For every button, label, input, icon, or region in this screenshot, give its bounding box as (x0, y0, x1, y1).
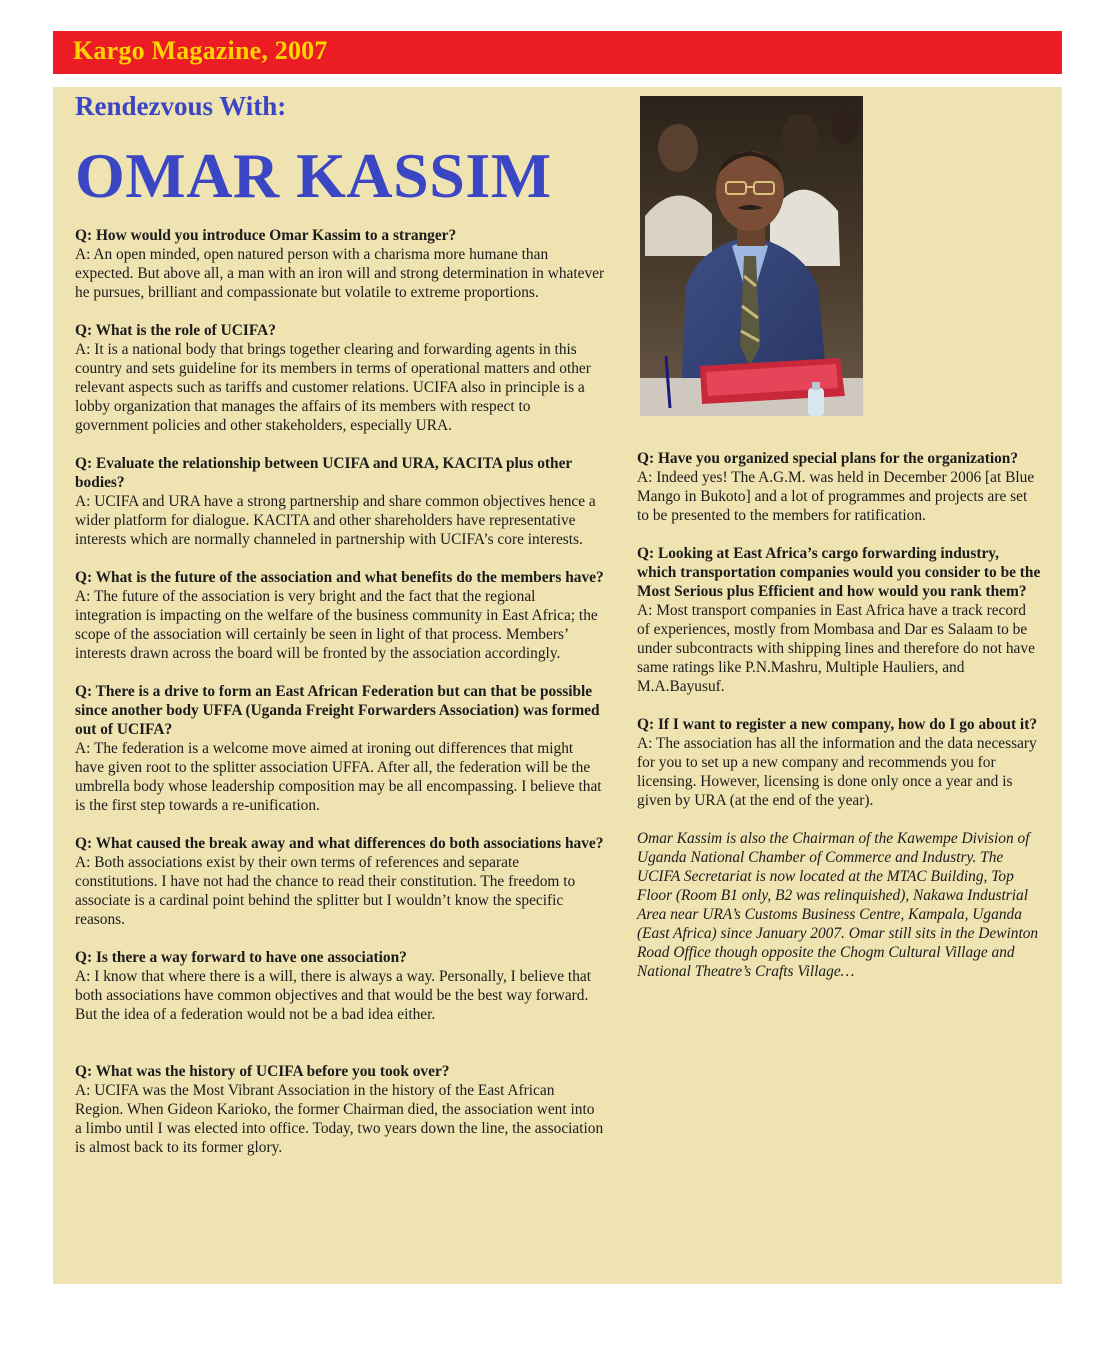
qa-item (637, 544, 1042, 696)
question: Q: Evaluate the relationship between UCIFA and URA, KACITA plus other bodies? (75, 455, 572, 491)
qa-item (75, 948, 605, 1024)
question: Q: What was the history of UCIFA before you took over? (75, 1063, 450, 1080)
qa-item (75, 568, 605, 663)
answer: A: UCIFA and URA have a strong partnership and share common objectives hence a wider platform for dialogue. KACITA and other shareholders have representative interests which are normally channeled in partnership with UCIFA’s core interests. (75, 493, 596, 548)
qa-item (75, 834, 605, 929)
question: Q: What is the future of the association and what benefits do the members have? (75, 569, 604, 586)
qa-item (75, 454, 605, 549)
qa-item (75, 226, 605, 302)
answer: A: An open minded, open natured person with a charisma more humane than expected. But above all, a man with an iron will and strong determination in whatever he pursues, brilliant and compassionate but volatile to extreme proportions. (75, 246, 605, 301)
masthead-banner (53, 31, 1062, 74)
question: Q: Have you organized special plans for the organization? (637, 450, 1019, 467)
answer: A: The association has all the information and the data necessary for you to set up a new company and recommends you for licensing. However, licensing is done only once a year and is given by URA (at the end of the year). (637, 735, 1037, 809)
qa-item (75, 1062, 605, 1157)
closing-note: Omar Kassim is also the Chairman of the Kawempe Division of Uganda National Chamber of Commerce and Industry. The UCIFA Secretariat is now located at the MTAC Building, Top Floor (Room B1 only, B2 was relinquished), Nakawa Industrial Area near URA’s Customs Business Centre, Kampala, Uganda (East Africa) since January 2007. Omar still sits in the Dewinton Road Office though opposite the Chogm Cultural Village and National Theatre’s Crafts Village… (637, 830, 1039, 980)
article-kicker: Rendezvous With: (75, 91, 287, 121)
right-column (637, 449, 1042, 981)
answer: A: The future of the association is very bright and the fact that the regional integration is impacting on the welfare of the business community in East Africa; the scope of the association will certainly be seen in light of that process. Members’ interests drawn across the board will be fronted by the association accordingly. (75, 588, 598, 662)
answer: A: I know that where there is a will, there is always a way. Personally, I believe that both associations have common objectives and that would be the best way forward. But the idea of a federation would not be a bad idea either. (75, 968, 591, 1023)
magazine-title: Kargo Magazine, 2007 (73, 36, 328, 65)
answer: A: Indeed yes! The A.G.M. was held in December 2006 [at Blue Mango in Bukoto] and a lot of programmes and projects are set to be presented to the members for ratification. (637, 469, 1035, 524)
qa-item (637, 715, 1042, 810)
qa-item (637, 449, 1042, 525)
answer: A: The federation is a welcome move aimed at ironing out differences that might have given root to the splitter association UFFA. After all, the federation will be the umbrella body whose leadership composition may be all encompassing. I believe that is the first step towards a re-unification. (75, 740, 602, 814)
answer: A: Most transport companies in East Africa have a track record of experiences, mostly from Mombasa and Dar es Salaam to be under subcontracts with shipping lines and therefore do not have same ratings like P.N.Mashru, Multiple Hauliers, and M.A.Bayusuf. (637, 602, 1035, 695)
answer: A: Both associations exist by their own terms of references and separate constitutions. I have not had the chance to read their constitution. The freedom to associate is a cardinal point behind the splitter but I wouldn’t know the specific reasons. (75, 854, 576, 928)
left-column (75, 226, 605, 1176)
qa-item (75, 682, 605, 815)
question: Q: What caused the break away and what differences do both associations have? (75, 835, 604, 852)
article-title: OMAR KASSIM (75, 140, 552, 211)
question: Q: Is there a way forward to have one association? (75, 949, 407, 966)
question: Q: Looking at East Africa’s cargo forwarding industry, which transportation companies would you consider to be the Most Serious plus Efficient and how would you rank them? (637, 545, 1041, 600)
qa-item (75, 321, 605, 435)
question: Q: How would you introduce Omar Kassim to a stranger? (75, 227, 457, 244)
question: Q: There is a drive to form an East African Federation but can that be possible since another body UFFA (Uganda Freight Forwarders Association) was formed out of UCIFA? (75, 683, 600, 738)
question: Q: If I want to register a new company, how do I go about it? (637, 716, 1038, 733)
answer: A: UCIFA was the Most Vibrant Association in the history of the East African Region. When Gideon Karioko, the former Chairman died, the association went into a limbo until I was elected into office. Today, two years down the line, the association is almost back to its former glory. (75, 1082, 604, 1156)
portrait-illustration (640, 96, 863, 416)
portrait-photo-icon (640, 96, 863, 416)
article-panel (53, 87, 1062, 1284)
answer: A: It is a national body that brings together clearing and forwarding agents in this country and sets guideline for its members in terms of operational matters and other relevant aspects such as tariffs and customer relations. UCIFA also in principle is a lobby organization that manages the affairs of its members with respect to government policies and other stakeholders, especially URA. (75, 341, 591, 434)
question: Q: What is the role of UCIFA? (75, 322, 276, 339)
